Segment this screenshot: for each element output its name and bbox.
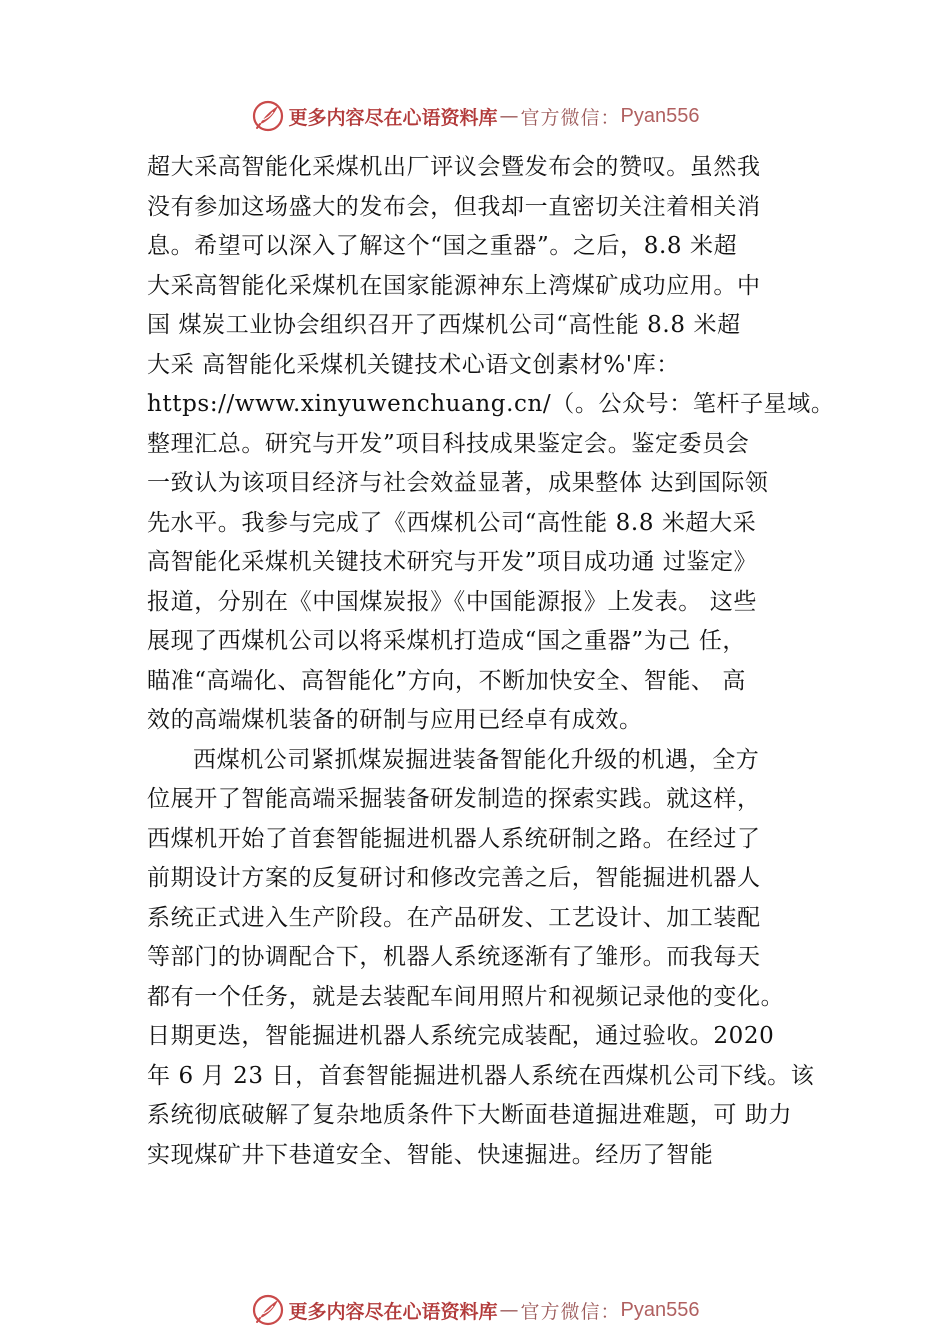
- text-line: 一致认为该项目经济与社会效益显著，成果整体 达到国际领: [147, 470, 769, 496]
- wechat-label: 官方微信：: [520, 106, 621, 129]
- banner-dash: —: [499, 1299, 519, 1321]
- text-line: 系统正式进入生产阶段。在产品研发、工艺设计、加工装配: [147, 904, 761, 931]
- text-line: 国 煤炭工业协会组织召开了西煤机公司“高性能 8.8 米超: [147, 312, 741, 338]
- text-line: 效的高端煤机装备的研制与应用已经卓有成效。: [147, 707, 643, 733]
- text-line: 前期设计方案的反复研讨和修改完善之后，智能掘进机器人: [147, 865, 761, 891]
- text-line: 没有参加这场盛大的发布会，但我却一直密切关注着相关消: [147, 193, 761, 220]
- text-line: 展现了西煤机公司以将采煤机打造成“国之重器”为己 任，: [147, 628, 747, 654]
- text-line: 超大采高智能化采煤机出厂评议会暨发布会的赞叹。虽然我: [147, 154, 761, 180]
- banner-dash: —: [499, 105, 519, 127]
- text-line: 位展开了智能高端采掘装备研发制造的探索实践。就这样，: [147, 786, 761, 812]
- wechat-label: 官方微信：: [520, 1300, 621, 1323]
- brand-text: 更多内容尽在心语资料库: [288, 1300, 498, 1323]
- quill-pen-icon: [251, 99, 285, 133]
- quill-pen-icon: [251, 1293, 285, 1327]
- text-line: 实现煤矿井下巷道安全、智能、快速掘进。经历了智能: [147, 1141, 714, 1168]
- wechat-account: Pyan556: [620, 1298, 700, 1321]
- text-line: 系统彻底破解了复杂地质条件下大断面巷道掘进难题，可 助力: [147, 1102, 793, 1128]
- brand-text: 更多内容尽在心语资料库: [288, 106, 498, 129]
- text-line: 西煤机开始了首套智能掘进机器人系统研制之路。在经过了: [147, 825, 761, 852]
- text-line: 年 6 月 23 日，首套智能掘进机器人系统在西煤机公司下线。该: [147, 1062, 815, 1089]
- text-line-url: https://www.xinyuwenchuang.cn/（。公众号：笔杆子星域。: [147, 391, 835, 417]
- text-line: 日期更迭，智能掘进机器人系统完成装配，通过验收。2020: [147, 1023, 775, 1049]
- text-line: 报道，分别在《中国煤炭报》《中国能源报》上发表。 这些: [147, 588, 758, 615]
- text-line: 大采高智能化采煤机在国家能源神东上湾煤矿成功应用。中: [147, 272, 761, 299]
- text-line: 先水平。我参与完成了《西煤机公司“高性能 8.8 米超大采: [147, 509, 757, 536]
- text-line: 息。希望可以深入了解这个“国之重器”。之后，8.8 米超: [147, 233, 738, 259]
- text-line: 高智能化采煤机关键技术研究与开发”项目成功通 过鉴定》: [147, 549, 758, 575]
- footer-banner: [0, 1290, 950, 1330]
- paragraph-start-line: 西煤机公司紧抓煤炭掘进装备智能化升级的机遇，全方: [193, 746, 760, 773]
- wechat-account: Pyan556: [620, 104, 700, 127]
- document-body: [147, 148, 837, 1175]
- text-line: 瞄准“高端化、高智能化”方向，不断加快安全、智能、 高: [147, 667, 747, 694]
- text-line: 大采 高智能化采煤机关键技术心语文创素材%'库：: [147, 351, 680, 378]
- header-banner: [0, 96, 950, 136]
- text-line: 整理汇总。研究与开发”项目科技成果鉴定会。鉴定委员会: [147, 430, 750, 457]
- text-line: 都有一个任务，就是去装配车间用照片和视频记录他的变化。: [147, 983, 785, 1010]
- text-line: 等部门的协调配合下，机器人系统逐渐有了雏形。而我每天: [147, 944, 761, 970]
